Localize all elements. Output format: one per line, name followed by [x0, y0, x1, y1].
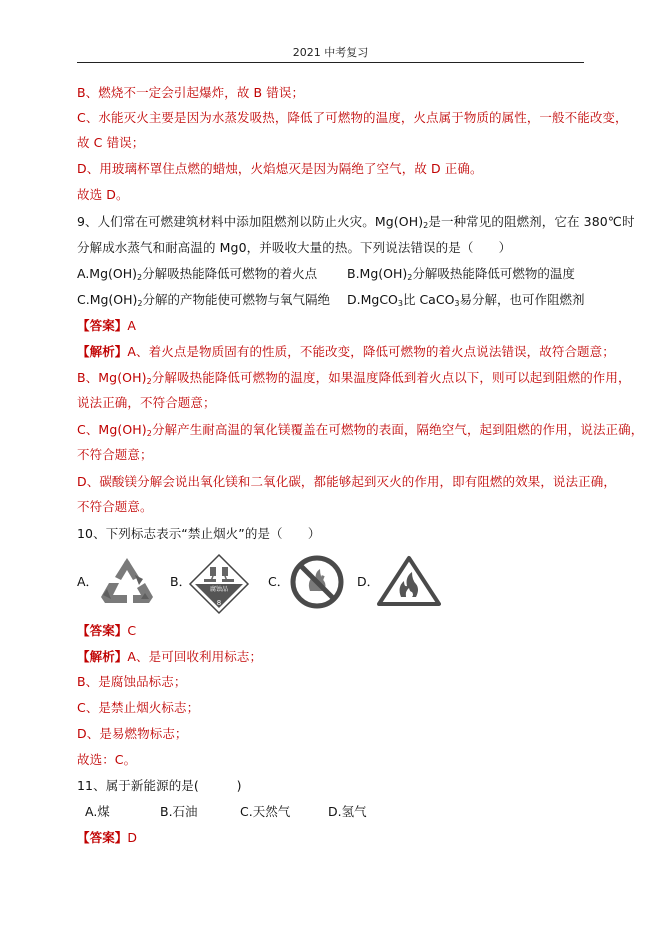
- corrosive-number: 8: [216, 599, 222, 607]
- q9-analysis-b-line2: 说法正确，不符合题意；: [77, 395, 216, 410]
- q11-option-c: C.天然气: [240, 804, 291, 819]
- flammable-icon: [377, 555, 441, 607]
- q10-label-c: C．: [268, 574, 290, 589]
- q10-label-b: B．: [170, 574, 192, 589]
- prev-analysis-c-line1: C、水能灭火主要是因为水蒸发吸热，降低了可燃物的温度，火点属于物质的属性，一般不能改变，: [77, 110, 628, 125]
- q11-option-d: D.氢气: [328, 804, 367, 819]
- page-header: 2021 中考复习: [292, 46, 369, 59]
- q9-analysis-c-line2: 不符合题意；: [77, 447, 153, 462]
- q9-analysis-c-line1: C、$Mg(OH)_2$分解产生耐高温的氧化镁覆盖在可燃物的表面，隔绝空气，起到阻燃的作用，说法正确，: [77, 422, 644, 438]
- q10-label-d: D．: [357, 574, 380, 589]
- q10-stem: 10、下列标志表示“禁止烟火”的是（ ）: [77, 526, 321, 541]
- q9-analysis-a: 【解析】A、着火点是物质固有的性质，不能改变，降低可燃物的着火点说法错误，故符合题意；: [77, 344, 615, 359]
- q11-answer: 【答案】D: [77, 830, 138, 845]
- recycle-icon: [99, 555, 155, 607]
- q9-answer: 【答案】A: [77, 318, 137, 333]
- header-rule: [77, 62, 584, 63]
- q9-option-a: $A.Mg(OH)_2$分解吸热能降低可燃物的着火点: [77, 266, 318, 282]
- q9-option-d: D.MgCO$_3$比 CaCO$_3$易分解，也可作阻燃剂: [347, 292, 585, 308]
- prev-choice: 故选 D。: [77, 187, 129, 202]
- q10-label-a: A．: [77, 574, 99, 589]
- q10-choice: 故选：C。: [77, 752, 137, 767]
- corrosive-label: 腐蚀品: [209, 586, 229, 593]
- q9-analysis-b-line1: B、$Mg(OH)_2$分解吸热能降低可燃物的温度，如果温度降低到着火点以下，则可以起到阻燃的作用，: [77, 370, 631, 386]
- prev-analysis-c-line2: 故 C 错误；: [77, 135, 145, 150]
- q9-option-c: $C.Mg(OH)_2$分解的产物能使可燃物与氧气隔绝: [77, 292, 331, 308]
- q9-option-b: $B.Mg(OH)_2$分解吸热能降低可燃物的温度: [347, 266, 575, 282]
- corrosive-icon: [188, 553, 250, 615]
- q11-option-a: A.煤: [85, 804, 110, 819]
- q9-stem-line2: 分解成水蒸气和耐高温的 Mg0，并吸收大量的热。下列说法错误的是（ ）: [77, 240, 512, 255]
- prev-analysis-d: D、用玻璃杯罩住点燃的蜡烛，火焰熄灭是因为隔绝了空气，故 D 正确。: [77, 161, 483, 176]
- q10-analysis-b: B、是腐蚀品标志；: [77, 674, 187, 689]
- q9-analysis-d-line1: D、碳酸镁分解会说出氧化镁和二氧化碳，都能够起到灭火的作用，即有阻燃的效果，说法正确，: [77, 474, 616, 489]
- no-fire-icon: [290, 555, 344, 609]
- q10-answer: 【答案】C: [77, 623, 137, 638]
- q10-analysis-a: 【解析】A、是可回收利用标志；: [77, 649, 263, 664]
- q10-analysis-d: D、是易燃物标志；: [77, 726, 188, 741]
- q10-analysis-c: C、是禁止烟火标志；: [77, 700, 200, 715]
- q11-option-b: B.石油: [160, 804, 198, 819]
- prev-analysis-b: B、燃烧不一定会引起爆炸，故 B 错误；: [77, 85, 305, 100]
- q9-analysis-d-line2: 不符合题意。: [77, 499, 153, 514]
- q9-stem-line1: 9、人们常在可燃建筑材料中添加阻燃剂以防止火灾。$Mg(OH)_2$是一种常见的阻燃剂，它在 380℃时: [77, 214, 635, 230]
- q11-stem: 11、属于新能源的是( ): [77, 778, 242, 793]
